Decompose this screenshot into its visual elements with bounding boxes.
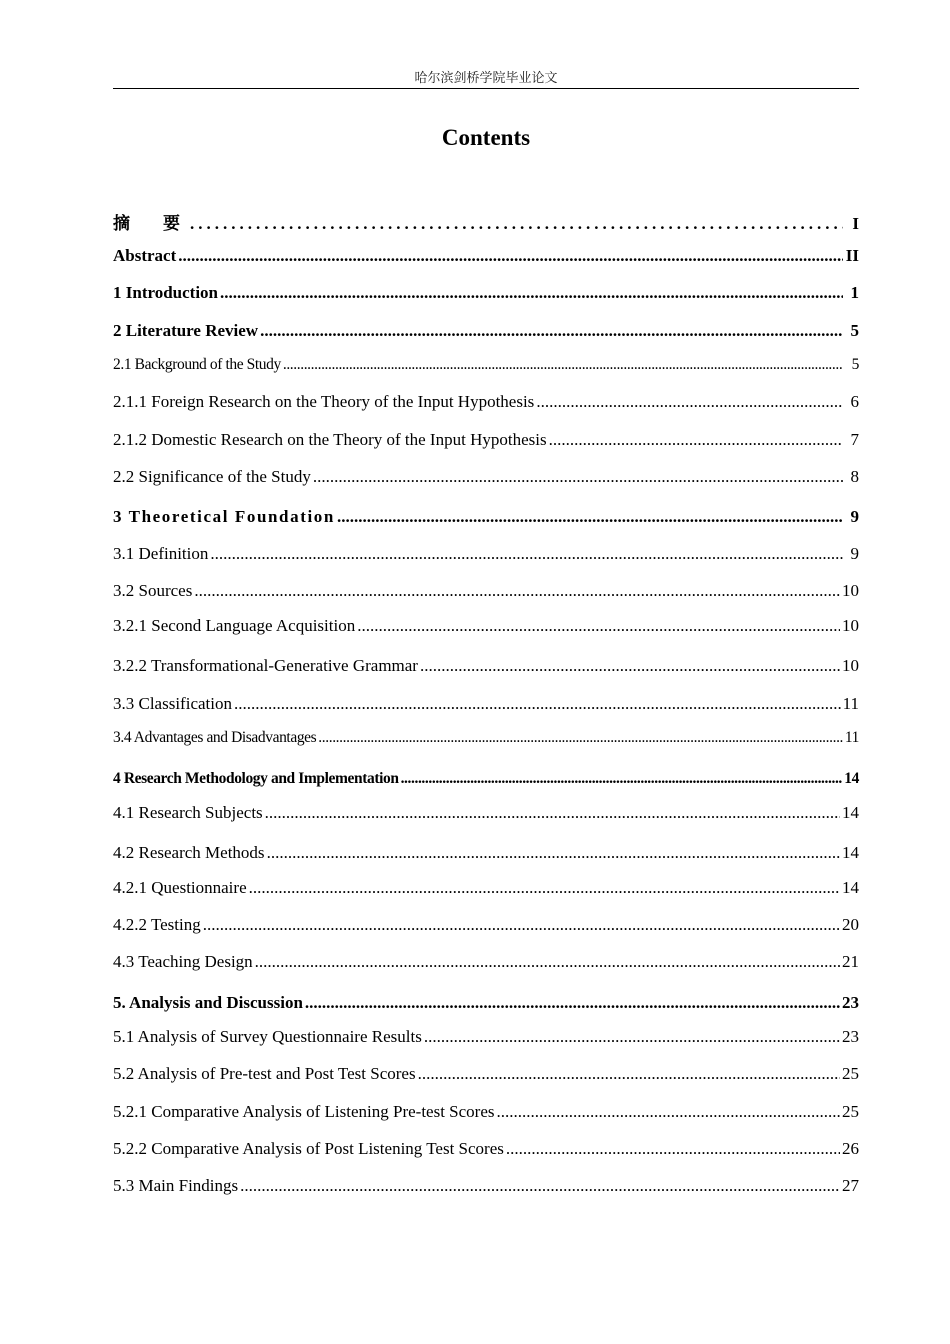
toc-leader: [401, 768, 843, 790]
toc-entry-page: 11: [844, 729, 859, 746]
toc-entry-4-2[interactable]: [113, 842, 859, 864]
toc-entry-3-4[interactable]: [113, 727, 859, 749]
toc-entry-chapter-5[interactable]: [113, 992, 859, 1014]
toc-leader: [220, 282, 843, 304]
toc-entry-label: 5.3 Main Findings: [113, 1176, 239, 1195]
toc-entry-page: 8: [850, 467, 859, 486]
toc-entry-chapter-4[interactable]: [113, 768, 859, 790]
toc-entry-4-2-2[interactable]: [113, 914, 859, 936]
toc-entry-page: 1: [850, 283, 859, 302]
toc-entry-label: 4.2 Research Methods: [113, 843, 265, 862]
toc-leader: [337, 506, 843, 528]
running-header: 哈尔滨剑桥学院毕业论文: [414, 71, 558, 86]
toc-entry-2-1-1[interactable]: [113, 391, 859, 413]
toc-entry-5-2-2[interactable]: [113, 1138, 859, 1160]
toc-entry-label: 3.1 Definition: [113, 544, 209, 563]
toc-leader: [305, 992, 840, 1014]
toc-leader: [240, 1175, 840, 1197]
toc-entry-label: 5. Analysis and Discussion: [113, 993, 303, 1012]
toc-entry-label: 3.4 Advantages and Disadvantages: [113, 729, 317, 746]
toc-entry-page: 23: [842, 1027, 859, 1046]
toc-entry-page: 6: [850, 392, 859, 411]
toc-entry-5-2[interactable]: [113, 1063, 859, 1085]
toc-entry-4-1[interactable]: [113, 802, 859, 824]
toc-entry-label: 2.1 Background of the Study: [113, 356, 281, 373]
toc-entry-page: 11: [842, 694, 859, 713]
toc-entry-label: 3.3 Classification: [113, 694, 232, 713]
toc-entry-label: 3 Theoretical Foundation: [113, 507, 335, 526]
toc-entry-2-1-2[interactable]: [113, 429, 859, 451]
toc-leader: [249, 877, 840, 899]
toc-entry-page: 7: [850, 430, 859, 449]
toc-entry-page: 21: [842, 952, 859, 971]
toc-entry-label: 4.2.2 Testing: [113, 915, 201, 934]
toc-entry-chapter-1[interactable]: [113, 282, 859, 304]
toc-entry-page: 14: [844, 770, 859, 787]
toc-leader: [318, 727, 843, 749]
toc-leader: [506, 1138, 840, 1160]
toc-leader: [357, 615, 840, 637]
toc-leader: [194, 580, 840, 602]
toc-entry-label: 4.1 Research Subjects: [113, 803, 263, 822]
toc-entry-3-2-2[interactable]: [113, 655, 859, 677]
toc-entry-page: I: [852, 214, 859, 233]
toc-entry-page: 20: [842, 915, 859, 934]
toc-leader: [255, 951, 840, 973]
toc-entry-label: 2.2 Significance of the Study: [113, 467, 311, 486]
toc-entry-page: 23: [842, 993, 859, 1012]
toc-entry-5-3[interactable]: [113, 1175, 859, 1197]
toc-entry-label: 5.2 Analysis of Pre-test and Post Test Scores: [113, 1064, 416, 1083]
toc-entry-page: 26: [842, 1139, 859, 1158]
toc-entry-3-2-1[interactable]: [113, 615, 859, 637]
toc-leader: [418, 1063, 840, 1085]
page-title: Contents: [441, 125, 531, 150]
toc-leader: [424, 1026, 840, 1048]
header-rule: [113, 88, 859, 89]
toc-entry-label: 摘 要: [113, 214, 188, 234]
toc-entry-label: 5.1 Analysis of Survey Questionnaire Results: [113, 1027, 422, 1046]
toc-entry-label: 1 Introduction: [113, 283, 219, 302]
toc-leader: [549, 429, 843, 451]
toc-entry-5-1[interactable]: [113, 1026, 859, 1048]
toc-leader: [178, 245, 843, 267]
toc-entry-page: 10: [842, 616, 859, 635]
toc-leader: [210, 543, 843, 565]
toc-entry-page: 25: [842, 1064, 859, 1083]
toc-entry-abstract-cn[interactable]: [113, 213, 859, 235]
toc-leader: [267, 842, 840, 864]
toc-entry-page: 14: [842, 878, 859, 897]
toc-entry-label: 4.3 Teaching Design: [113, 952, 253, 971]
toc-entry-2-1[interactable]: [113, 354, 859, 376]
toc-entry-chapter-3[interactable]: [113, 506, 859, 528]
toc-entry-label: 5.2.1 Comparative Analysis of Listening Pre-test Scores: [113, 1102, 495, 1121]
toc-leader: [260, 320, 843, 342]
toc-entry-4-2-1[interactable]: [113, 877, 859, 899]
toc-entry-page: 27: [842, 1176, 859, 1195]
toc-leader: [536, 391, 843, 413]
toc-entry-page: 25: [842, 1102, 859, 1121]
toc-entry-page: 10: [842, 581, 859, 600]
toc-entry-5-2-1[interactable]: [113, 1101, 859, 1123]
toc-entry-chapter-2[interactable]: [113, 320, 859, 342]
toc-entry-label: 3.2 Sources: [113, 581, 193, 600]
toc-entry-3-3[interactable]: [113, 693, 859, 715]
toc-leader: [203, 914, 840, 936]
toc-entry-label: 4.2.1 Questionnaire: [113, 878, 247, 897]
toc-entry-page: 10: [842, 656, 859, 675]
toc-entry-label: Abstract: [113, 246, 177, 265]
toc-entry-page: 9: [850, 544, 859, 563]
toc-entry-page: II: [845, 246, 859, 265]
toc-leader: [497, 1101, 841, 1123]
toc-entry-label: 2.1.1 Foreign Research on the Theory of the Input Hypothesis: [113, 392, 535, 411]
toc-entry-page: 14: [842, 843, 859, 862]
toc-entry-3-2[interactable]: [113, 580, 859, 602]
toc-entry-abstract[interactable]: [113, 245, 859, 267]
toc-entry-4-3[interactable]: [113, 951, 859, 973]
toc-leader: [313, 466, 843, 488]
toc-entry-label: 5.2.2 Comparative Analysis of Post Listening Test Scores: [113, 1139, 504, 1158]
toc-leader: [234, 693, 841, 715]
toc-entry-page: 14: [842, 803, 859, 822]
toc-leader: [420, 655, 840, 677]
toc-entry-2-2[interactable]: [113, 466, 859, 488]
toc-entry-label: 3.2.1 Second Language Acquisition: [113, 616, 356, 635]
toc-entry-page: 5: [851, 356, 859, 373]
toc-leader: [190, 213, 843, 235]
toc-entry-page: 9: [850, 507, 859, 526]
toc-leader: [283, 354, 843, 376]
toc-entry-page: 5: [850, 321, 859, 340]
toc-entry-label: 3.2.2 Transformational-Generative Grammar: [113, 656, 418, 675]
toc-entry-3-1[interactable]: [113, 543, 859, 565]
toc-entry-label: 4 Research Methodology and Implementation: [113, 770, 399, 787]
toc-entry-label: 2 Literature Review: [113, 321, 259, 340]
toc-leader: [265, 802, 840, 824]
toc-entry-label: 2.1.2 Domestic Research on the Theory of the Input Hypothesis: [113, 430, 547, 449]
